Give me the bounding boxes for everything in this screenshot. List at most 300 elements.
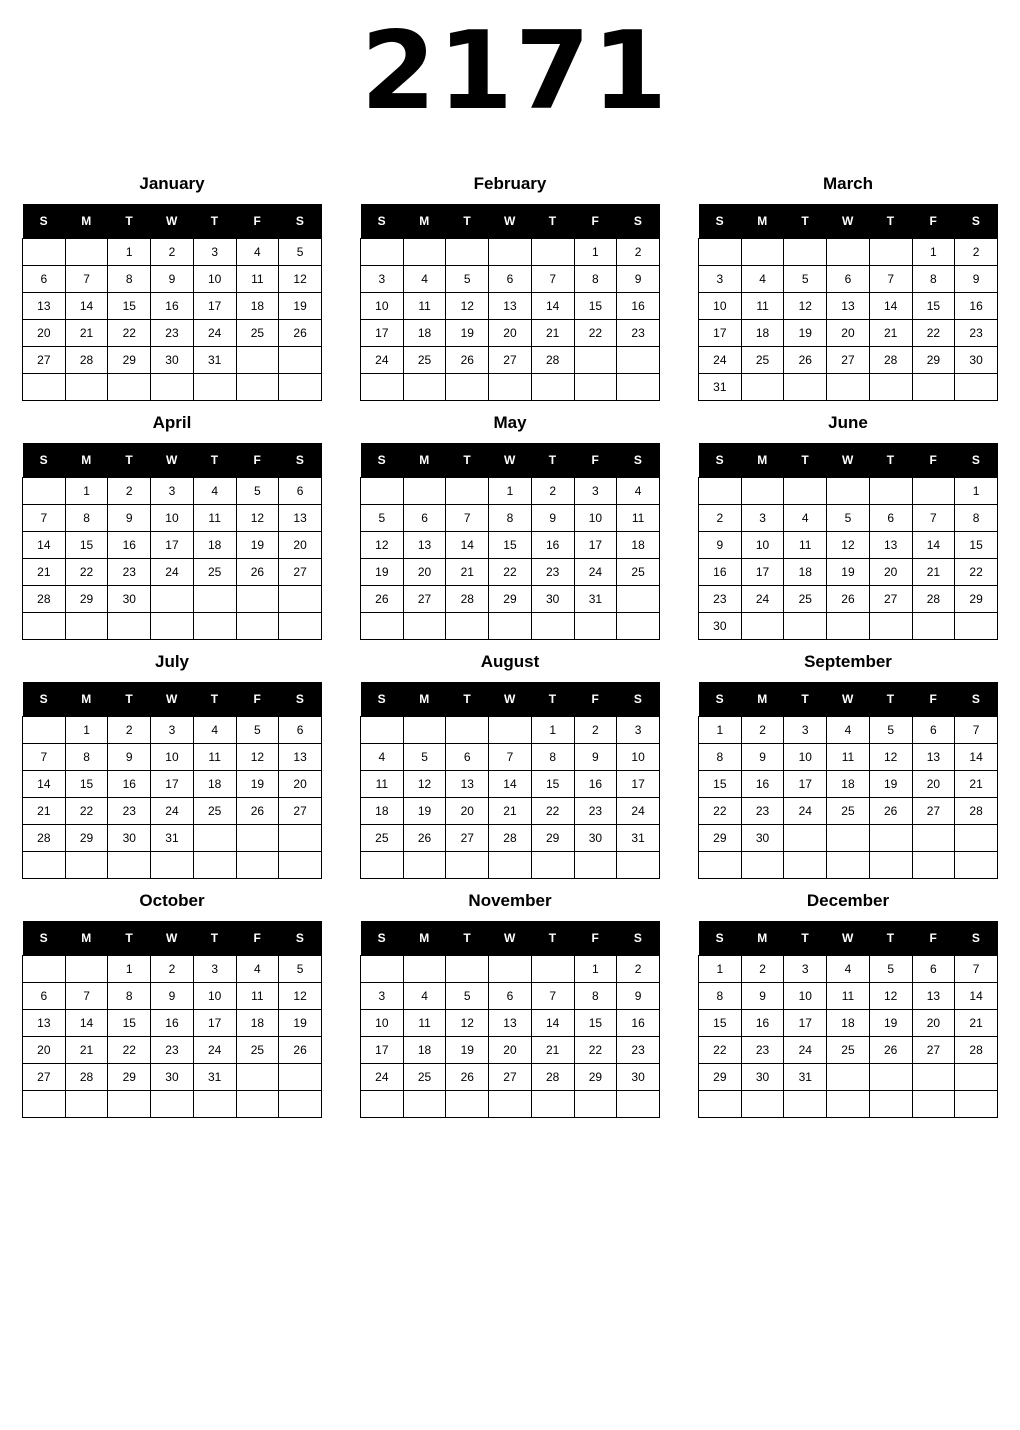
- day-cell[interactable]: 1: [574, 956, 617, 983]
- day-cell[interactable]: 17: [193, 1010, 236, 1037]
- day-cell[interactable]: 22: [574, 320, 617, 347]
- day-cell[interactable]: 4: [403, 983, 446, 1010]
- day-cell[interactable]: 12: [827, 532, 870, 559]
- day-cell[interactable]: 12: [784, 293, 827, 320]
- day-cell[interactable]: 16: [531, 532, 574, 559]
- day-cell[interactable]: 1: [489, 478, 532, 505]
- day-cell[interactable]: 17: [151, 771, 194, 798]
- day-cell[interactable]: 23: [741, 798, 784, 825]
- day-cell[interactable]: 5: [827, 505, 870, 532]
- day-cell[interactable]: 2: [741, 956, 784, 983]
- day-cell[interactable]: 17: [151, 532, 194, 559]
- day-cell[interactable]: 30: [151, 347, 194, 374]
- day-cell[interactable]: 5: [236, 717, 279, 744]
- day-cell[interactable]: 1: [955, 478, 998, 505]
- day-cell[interactable]: 23: [151, 1037, 194, 1064]
- day-cell[interactable]: 25: [784, 586, 827, 613]
- day-cell[interactable]: 24: [617, 798, 660, 825]
- day-cell[interactable]: 31: [574, 586, 617, 613]
- day-cell[interactable]: 12: [869, 983, 912, 1010]
- day-cell[interactable]: 2: [151, 956, 194, 983]
- day-cell[interactable]: 14: [65, 1010, 108, 1037]
- day-cell[interactable]: 29: [531, 825, 574, 852]
- day-cell[interactable]: 3: [784, 717, 827, 744]
- day-cell[interactable]: 27: [869, 586, 912, 613]
- day-cell[interactable]: 21: [489, 798, 532, 825]
- day-cell[interactable]: 2: [108, 717, 151, 744]
- day-cell[interactable]: 25: [236, 1037, 279, 1064]
- day-cell[interactable]: 10: [784, 744, 827, 771]
- day-cell[interactable]: 18: [741, 320, 784, 347]
- day-cell[interactable]: 2: [574, 717, 617, 744]
- day-cell[interactable]: 21: [65, 320, 108, 347]
- day-cell[interactable]: 10: [193, 266, 236, 293]
- day-cell[interactable]: 18: [827, 771, 870, 798]
- day-cell[interactable]: 12: [403, 771, 446, 798]
- day-cell[interactable]: 3: [151, 478, 194, 505]
- day-cell[interactable]: 6: [869, 505, 912, 532]
- day-cell[interactable]: 4: [827, 717, 870, 744]
- day-cell[interactable]: 18: [403, 1037, 446, 1064]
- day-cell[interactable]: 21: [65, 1037, 108, 1064]
- day-cell[interactable]: 9: [617, 266, 660, 293]
- day-cell[interactable]: 3: [193, 956, 236, 983]
- day-cell[interactable]: 29: [65, 586, 108, 613]
- day-cell[interactable]: 28: [531, 347, 574, 374]
- day-cell[interactable]: 15: [699, 1010, 742, 1037]
- day-cell[interactable]: 18: [193, 532, 236, 559]
- day-cell[interactable]: 6: [23, 266, 66, 293]
- day-cell[interactable]: 10: [741, 532, 784, 559]
- day-cell[interactable]: 27: [279, 559, 322, 586]
- day-cell[interactable]: 6: [446, 744, 489, 771]
- day-cell[interactable]: 21: [869, 320, 912, 347]
- day-cell[interactable]: 7: [531, 266, 574, 293]
- day-cell[interactable]: 11: [403, 293, 446, 320]
- day-cell[interactable]: 17: [361, 1037, 404, 1064]
- day-cell[interactable]: 20: [446, 798, 489, 825]
- day-cell[interactable]: 23: [108, 559, 151, 586]
- day-cell[interactable]: 13: [279, 505, 322, 532]
- day-cell[interactable]: 22: [108, 1037, 151, 1064]
- day-cell[interactable]: 29: [699, 825, 742, 852]
- day-cell[interactable]: 15: [912, 293, 955, 320]
- day-cell[interactable]: 19: [446, 320, 489, 347]
- day-cell[interactable]: 8: [912, 266, 955, 293]
- day-cell[interactable]: 15: [955, 532, 998, 559]
- day-cell[interactable]: 1: [531, 717, 574, 744]
- day-cell[interactable]: 12: [279, 266, 322, 293]
- day-cell[interactable]: 4: [403, 266, 446, 293]
- day-cell[interactable]: 11: [236, 266, 279, 293]
- day-cell[interactable]: 2: [699, 505, 742, 532]
- day-cell[interactable]: 26: [869, 1037, 912, 1064]
- day-cell[interactable]: 23: [955, 320, 998, 347]
- day-cell[interactable]: 7: [912, 505, 955, 532]
- day-cell[interactable]: 29: [489, 586, 532, 613]
- day-cell[interactable]: 19: [361, 559, 404, 586]
- day-cell[interactable]: 17: [699, 320, 742, 347]
- day-cell[interactable]: 7: [531, 983, 574, 1010]
- day-cell[interactable]: 28: [23, 825, 66, 852]
- day-cell[interactable]: 7: [955, 956, 998, 983]
- day-cell[interactable]: 14: [531, 1010, 574, 1037]
- day-cell[interactable]: 23: [741, 1037, 784, 1064]
- day-cell[interactable]: 30: [108, 825, 151, 852]
- day-cell[interactable]: 5: [869, 956, 912, 983]
- day-cell[interactable]: 11: [827, 744, 870, 771]
- day-cell[interactable]: 9: [617, 983, 660, 1010]
- day-cell[interactable]: 10: [151, 505, 194, 532]
- day-cell[interactable]: 20: [489, 1037, 532, 1064]
- day-cell[interactable]: 19: [236, 532, 279, 559]
- day-cell[interactable]: 26: [279, 320, 322, 347]
- day-cell[interactable]: 16: [699, 559, 742, 586]
- day-cell[interactable]: 21: [23, 559, 66, 586]
- day-cell[interactable]: 19: [784, 320, 827, 347]
- day-cell[interactable]: 30: [741, 1064, 784, 1091]
- day-cell[interactable]: 26: [827, 586, 870, 613]
- day-cell[interactable]: 28: [531, 1064, 574, 1091]
- day-cell[interactable]: 9: [741, 744, 784, 771]
- day-cell[interactable]: 27: [489, 1064, 532, 1091]
- day-cell[interactable]: 12: [236, 744, 279, 771]
- day-cell[interactable]: 6: [403, 505, 446, 532]
- day-cell[interactable]: 4: [193, 717, 236, 744]
- day-cell[interactable]: 19: [869, 1010, 912, 1037]
- day-cell[interactable]: 14: [955, 744, 998, 771]
- day-cell[interactable]: 25: [193, 798, 236, 825]
- day-cell[interactable]: 15: [108, 1010, 151, 1037]
- day-cell[interactable]: 19: [446, 1037, 489, 1064]
- day-cell[interactable]: 5: [279, 956, 322, 983]
- day-cell[interactable]: 5: [446, 983, 489, 1010]
- day-cell[interactable]: 19: [279, 293, 322, 320]
- day-cell[interactable]: 3: [574, 478, 617, 505]
- day-cell[interactable]: 16: [151, 293, 194, 320]
- day-cell[interactable]: 2: [531, 478, 574, 505]
- day-cell[interactable]: 28: [65, 347, 108, 374]
- day-cell[interactable]: 24: [361, 1064, 404, 1091]
- day-cell[interactable]: 6: [912, 717, 955, 744]
- day-cell[interactable]: 27: [912, 1037, 955, 1064]
- day-cell[interactable]: 24: [699, 347, 742, 374]
- day-cell[interactable]: 2: [151, 239, 194, 266]
- day-cell[interactable]: 2: [741, 717, 784, 744]
- day-cell[interactable]: 20: [279, 771, 322, 798]
- day-cell[interactable]: 2: [955, 239, 998, 266]
- day-cell[interactable]: 6: [23, 983, 66, 1010]
- day-cell[interactable]: 18: [617, 532, 660, 559]
- day-cell[interactable]: 11: [403, 1010, 446, 1037]
- day-cell[interactable]: 16: [617, 293, 660, 320]
- day-cell[interactable]: 18: [193, 771, 236, 798]
- day-cell[interactable]: 10: [617, 744, 660, 771]
- day-cell[interactable]: 10: [784, 983, 827, 1010]
- day-cell[interactable]: 11: [193, 505, 236, 532]
- day-cell[interactable]: 6: [912, 956, 955, 983]
- day-cell[interactable]: 10: [574, 505, 617, 532]
- day-cell[interactable]: 25: [361, 825, 404, 852]
- day-cell[interactable]: 4: [741, 266, 784, 293]
- day-cell[interactable]: 30: [741, 825, 784, 852]
- day-cell[interactable]: 5: [869, 717, 912, 744]
- day-cell[interactable]: 13: [489, 1010, 532, 1037]
- day-cell[interactable]: 13: [827, 293, 870, 320]
- day-cell[interactable]: 19: [279, 1010, 322, 1037]
- day-cell[interactable]: 12: [869, 744, 912, 771]
- day-cell[interactable]: 21: [955, 771, 998, 798]
- day-cell[interactable]: 22: [574, 1037, 617, 1064]
- day-cell[interactable]: 31: [784, 1064, 827, 1091]
- day-cell[interactable]: 21: [912, 559, 955, 586]
- day-cell[interactable]: 29: [699, 1064, 742, 1091]
- day-cell[interactable]: 10: [193, 983, 236, 1010]
- day-cell[interactable]: 16: [741, 1010, 784, 1037]
- day-cell[interactable]: 27: [827, 347, 870, 374]
- day-cell[interactable]: 8: [108, 266, 151, 293]
- day-cell[interactable]: 16: [955, 293, 998, 320]
- day-cell[interactable]: 28: [912, 586, 955, 613]
- day-cell[interactable]: 24: [151, 798, 194, 825]
- day-cell[interactable]: 12: [446, 1010, 489, 1037]
- day-cell[interactable]: 16: [741, 771, 784, 798]
- day-cell[interactable]: 28: [446, 586, 489, 613]
- day-cell[interactable]: 2: [617, 239, 660, 266]
- day-cell[interactable]: 8: [574, 266, 617, 293]
- day-cell[interactable]: 22: [65, 559, 108, 586]
- day-cell[interactable]: 11: [617, 505, 660, 532]
- day-cell[interactable]: 28: [65, 1064, 108, 1091]
- day-cell[interactable]: 30: [617, 1064, 660, 1091]
- day-cell[interactable]: 5: [403, 744, 446, 771]
- day-cell[interactable]: 18: [236, 293, 279, 320]
- day-cell[interactable]: 9: [108, 505, 151, 532]
- day-cell[interactable]: 16: [617, 1010, 660, 1037]
- day-cell[interactable]: 18: [236, 1010, 279, 1037]
- day-cell[interactable]: 15: [574, 1010, 617, 1037]
- day-cell[interactable]: 3: [699, 266, 742, 293]
- day-cell[interactable]: 20: [279, 532, 322, 559]
- day-cell[interactable]: 21: [955, 1010, 998, 1037]
- day-cell[interactable]: 13: [446, 771, 489, 798]
- day-cell[interactable]: 15: [108, 293, 151, 320]
- day-cell[interactable]: 5: [446, 266, 489, 293]
- day-cell[interactable]: 20: [912, 1010, 955, 1037]
- day-cell[interactable]: 1: [699, 956, 742, 983]
- day-cell[interactable]: 20: [23, 1037, 66, 1064]
- day-cell[interactable]: 6: [827, 266, 870, 293]
- day-cell[interactable]: 3: [361, 266, 404, 293]
- day-cell[interactable]: 20: [827, 320, 870, 347]
- day-cell[interactable]: 19: [827, 559, 870, 586]
- day-cell[interactable]: 3: [151, 717, 194, 744]
- day-cell[interactable]: 11: [827, 983, 870, 1010]
- day-cell[interactable]: 1: [912, 239, 955, 266]
- day-cell[interactable]: 4: [193, 478, 236, 505]
- day-cell[interactable]: 7: [446, 505, 489, 532]
- day-cell[interactable]: 26: [236, 559, 279, 586]
- day-cell[interactable]: 27: [279, 798, 322, 825]
- day-cell[interactable]: 24: [784, 798, 827, 825]
- day-cell[interactable]: 14: [23, 532, 66, 559]
- day-cell[interactable]: 14: [955, 983, 998, 1010]
- day-cell[interactable]: 30: [531, 586, 574, 613]
- day-cell[interactable]: 23: [108, 798, 151, 825]
- day-cell[interactable]: 26: [446, 347, 489, 374]
- day-cell[interactable]: 1: [574, 239, 617, 266]
- day-cell[interactable]: 17: [574, 532, 617, 559]
- day-cell[interactable]: 13: [912, 983, 955, 1010]
- day-cell[interactable]: 13: [869, 532, 912, 559]
- day-cell[interactable]: 9: [699, 532, 742, 559]
- day-cell[interactable]: 6: [489, 983, 532, 1010]
- day-cell[interactable]: 27: [23, 1064, 66, 1091]
- day-cell[interactable]: 17: [617, 771, 660, 798]
- day-cell[interactable]: 5: [361, 505, 404, 532]
- day-cell[interactable]: 10: [699, 293, 742, 320]
- day-cell[interactable]: 7: [23, 744, 66, 771]
- day-cell[interactable]: 25: [236, 320, 279, 347]
- day-cell[interactable]: 21: [531, 320, 574, 347]
- day-cell[interactable]: 6: [279, 717, 322, 744]
- day-cell[interactable]: 4: [827, 956, 870, 983]
- day-cell[interactable]: 4: [361, 744, 404, 771]
- day-cell[interactable]: 7: [489, 744, 532, 771]
- day-cell[interactable]: 9: [955, 266, 998, 293]
- day-cell[interactable]: 1: [65, 717, 108, 744]
- day-cell[interactable]: 24: [574, 559, 617, 586]
- day-cell[interactable]: 9: [574, 744, 617, 771]
- day-cell[interactable]: 11: [193, 744, 236, 771]
- day-cell[interactable]: 15: [65, 532, 108, 559]
- day-cell[interactable]: 23: [574, 798, 617, 825]
- day-cell[interactable]: 12: [236, 505, 279, 532]
- day-cell[interactable]: 26: [869, 798, 912, 825]
- day-cell[interactable]: 17: [193, 293, 236, 320]
- day-cell[interactable]: 5: [784, 266, 827, 293]
- day-cell[interactable]: 30: [699, 613, 742, 640]
- day-cell[interactable]: 19: [869, 771, 912, 798]
- day-cell[interactable]: 12: [279, 983, 322, 1010]
- day-cell[interactable]: 8: [699, 744, 742, 771]
- day-cell[interactable]: 18: [361, 798, 404, 825]
- day-cell[interactable]: 4: [236, 239, 279, 266]
- day-cell[interactable]: 3: [617, 717, 660, 744]
- day-cell[interactable]: 22: [699, 1037, 742, 1064]
- day-cell[interactable]: 1: [108, 956, 151, 983]
- day-cell[interactable]: 25: [741, 347, 784, 374]
- day-cell[interactable]: 4: [617, 478, 660, 505]
- day-cell[interactable]: 29: [108, 347, 151, 374]
- day-cell[interactable]: 14: [869, 293, 912, 320]
- day-cell[interactable]: 12: [361, 532, 404, 559]
- day-cell[interactable]: 27: [446, 825, 489, 852]
- day-cell[interactable]: 24: [361, 347, 404, 374]
- day-cell[interactable]: 25: [827, 798, 870, 825]
- day-cell[interactable]: 14: [489, 771, 532, 798]
- day-cell[interactable]: 30: [574, 825, 617, 852]
- day-cell[interactable]: 22: [108, 320, 151, 347]
- day-cell[interactable]: 25: [617, 559, 660, 586]
- day-cell[interactable]: 26: [403, 825, 446, 852]
- day-cell[interactable]: 24: [193, 320, 236, 347]
- day-cell[interactable]: 8: [65, 505, 108, 532]
- day-cell[interactable]: 26: [446, 1064, 489, 1091]
- day-cell[interactable]: 13: [403, 532, 446, 559]
- day-cell[interactable]: 11: [741, 293, 784, 320]
- day-cell[interactable]: 2: [108, 478, 151, 505]
- day-cell[interactable]: 22: [531, 798, 574, 825]
- day-cell[interactable]: 28: [23, 586, 66, 613]
- day-cell[interactable]: 20: [912, 771, 955, 798]
- day-cell[interactable]: 24: [151, 559, 194, 586]
- day-cell[interactable]: 1: [699, 717, 742, 744]
- day-cell[interactable]: 27: [23, 347, 66, 374]
- day-cell[interactable]: 6: [489, 266, 532, 293]
- day-cell[interactable]: 21: [531, 1037, 574, 1064]
- day-cell[interactable]: 8: [574, 983, 617, 1010]
- day-cell[interactable]: 14: [23, 771, 66, 798]
- day-cell[interactable]: 3: [741, 505, 784, 532]
- day-cell[interactable]: 13: [489, 293, 532, 320]
- day-cell[interactable]: 28: [955, 1037, 998, 1064]
- day-cell[interactable]: 23: [617, 320, 660, 347]
- day-cell[interactable]: 31: [617, 825, 660, 852]
- day-cell[interactable]: 11: [361, 771, 404, 798]
- day-cell[interactable]: 7: [65, 266, 108, 293]
- day-cell[interactable]: 5: [279, 239, 322, 266]
- day-cell[interactable]: 9: [531, 505, 574, 532]
- day-cell[interactable]: 15: [489, 532, 532, 559]
- day-cell[interactable]: 1: [65, 478, 108, 505]
- day-cell[interactable]: 13: [279, 744, 322, 771]
- day-cell[interactable]: 7: [869, 266, 912, 293]
- day-cell[interactable]: 30: [151, 1064, 194, 1091]
- day-cell[interactable]: 27: [912, 798, 955, 825]
- day-cell[interactable]: 11: [236, 983, 279, 1010]
- day-cell[interactable]: 18: [784, 559, 827, 586]
- day-cell[interactable]: 27: [403, 586, 446, 613]
- day-cell[interactable]: 17: [784, 1010, 827, 1037]
- day-cell[interactable]: 26: [784, 347, 827, 374]
- day-cell[interactable]: 23: [531, 559, 574, 586]
- day-cell[interactable]: 4: [784, 505, 827, 532]
- day-cell[interactable]: 16: [108, 771, 151, 798]
- day-cell[interactable]: 9: [741, 983, 784, 1010]
- day-cell[interactable]: 31: [699, 374, 742, 401]
- day-cell[interactable]: 23: [699, 586, 742, 613]
- day-cell[interactable]: 14: [912, 532, 955, 559]
- day-cell[interactable]: 2: [617, 956, 660, 983]
- day-cell[interactable]: 14: [65, 293, 108, 320]
- day-cell[interactable]: 24: [784, 1037, 827, 1064]
- day-cell[interactable]: 14: [446, 532, 489, 559]
- day-cell[interactable]: 7: [955, 717, 998, 744]
- day-cell[interactable]: 22: [489, 559, 532, 586]
- day-cell[interactable]: 8: [531, 744, 574, 771]
- day-cell[interactable]: 9: [108, 744, 151, 771]
- day-cell[interactable]: 8: [108, 983, 151, 1010]
- day-cell[interactable]: 11: [784, 532, 827, 559]
- day-cell[interactable]: 21: [23, 798, 66, 825]
- day-cell[interactable]: 29: [108, 1064, 151, 1091]
- day-cell[interactable]: 30: [108, 586, 151, 613]
- day-cell[interactable]: 20: [489, 320, 532, 347]
- day-cell[interactable]: 9: [151, 266, 194, 293]
- day-cell[interactable]: 25: [403, 1064, 446, 1091]
- day-cell[interactable]: 6: [279, 478, 322, 505]
